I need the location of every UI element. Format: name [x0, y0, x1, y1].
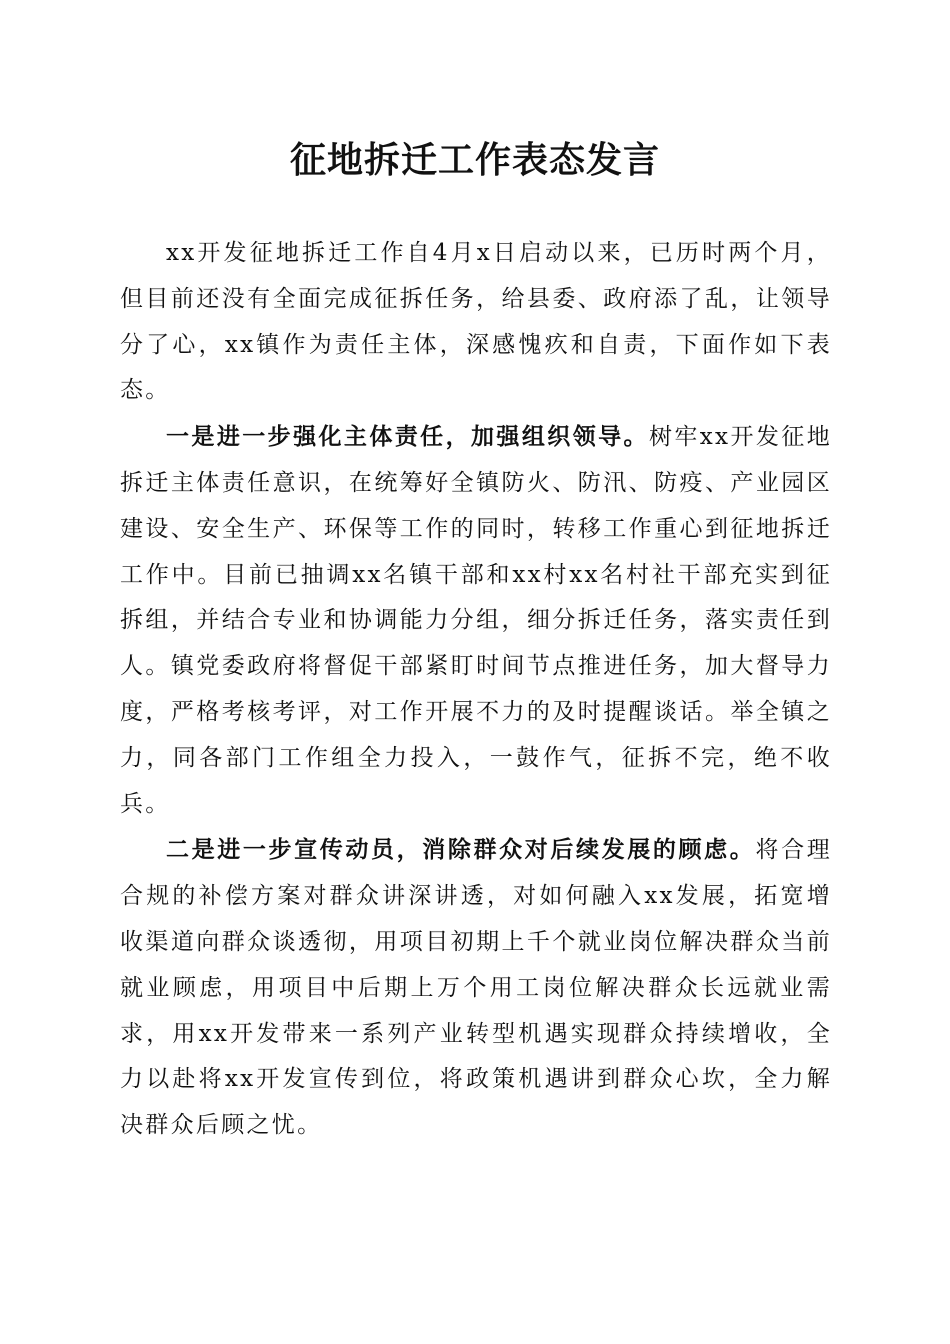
paragraph-text: 将合理合规的补偿方案对群众讲深讲透，对如何融入xx发展，拓宽增收渠道向群众谈透彻，用项目初期上千个就业岗位解决群众当前就业顾虑，用项目中后期上万个用工岗位解决群众长远就业需求，用xx开发带来一系列产业转型机遇实现群众持续增收，全力以赴将xx开发宣传到位，将政策机遇讲到群众心坎，全力解决群众后顾之忧。	[120, 837, 832, 1139]
paragraph-intro	[120, 230, 832, 414]
paragraph-lead: 一是进一步强化主体责任，加强组织领导。	[166, 423, 649, 451]
document-body	[120, 230, 832, 1149]
paragraph-point-one	[120, 414, 832, 827]
paragraph-lead: 二是进一步宣传动员，消除群众对后续发展的顾虑。	[166, 836, 756, 864]
paragraph-text: xx开发征地拆迁工作自4月x日启动以来，已历时两个月，但目前还没有全面完成征拆任务，给县委、政府添了乱，让领导分了心，xx镇作为责任主体，深感愧疚和自责，下面作如下表态。	[120, 240, 832, 404]
document-title: 征地拆迁工作表态发言	[289, 139, 660, 181]
paragraph-point-two	[120, 827, 832, 1149]
paragraph-text: 树牢xx开发征地拆迁主体责任意识，在统筹好全镇防火、防汛、防疫、产业园区建设、安全生产、环保等工作的同时，转移工作重心到征地拆迁工作中。目前已抽调xx名镇干部和xx村xx名村社干部充实到征拆组，并结合专业和协调能力分组，细分拆迁任务，落实责任到人。镇党委政府将督促干部紧盯时间节点推进任务，加大督导力度，严格考核考评，对工作开展不力的及时提醒谈话。举全镇之力，同各部门工作组全力投入，一鼓作气，征拆不完，绝不收兵。	[120, 424, 833, 817]
